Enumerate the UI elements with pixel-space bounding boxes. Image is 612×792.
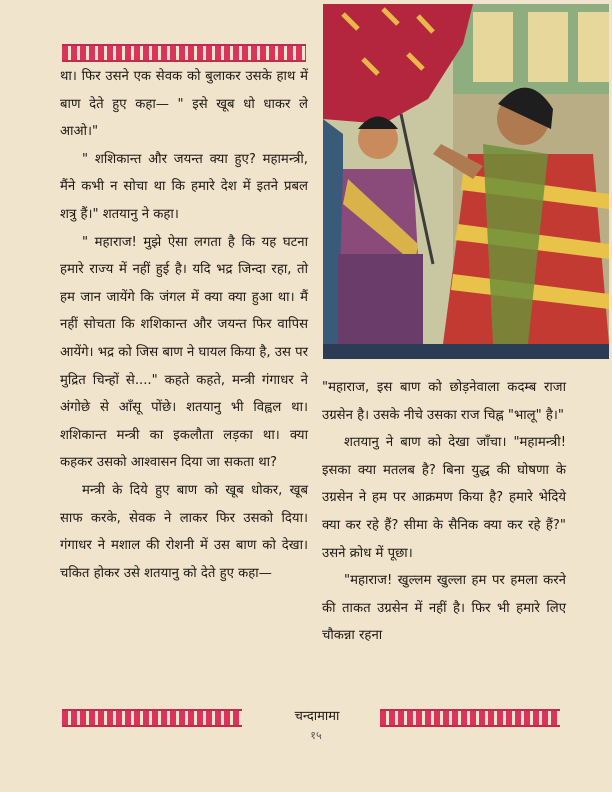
paragraph: " शशिकान्त और जयन्त क्या हुए? महामन्त्री, मैंने कभी न सोचा था कि हमारे देश में इतने प्रबल शत्रु हैं।" शतयानु ने कहा। [60,151,308,222]
illustration-scene [323,4,609,359]
story-illustration [323,4,609,359]
paragraph: "महाराज! खुल्लम खुल्ला हम पर हमला करने की ताकत उग्रसेन में नहीं है। फिर भी हमारे लिए चौकन्ना रहना [322,573,566,644]
paragraph: "महाराज, इस बाण को छोड़नेवाला कदम्ब राजा उग्रसेन है। उसके नीचे उसका राज चिह्न "भालू" है।" [322,380,566,423]
decorative-border-top [62,44,306,62]
paragraph: शतयानु ने बाण को देखा जाँचा। "महामन्त्री! इसका क्या मतलब है? बिना युद्ध की घोषणा के उग्रसेन ने हम पर आक्रमण किया है? हमारे भेदिये क्या कर रहे हैं? सीमा के सैनिक क्या कर रहे हैं?" उसने क्रोध में पूछा। [322,435,566,561]
magazine-title: चन्दामामा [294,709,340,724]
paragraph: " महाराज! मुझे ऐसा लगता है कि यह घटना हमारे राज्य में नहीं हुई है। यदि भद्र जिन्दा रहा, तो हम जान जायेंगे कि जंगल में क्या क्या हुआ था। मैं नहीं सोचता कि शशिकान्त और जयन्त फिर वापिस आयेंगे। भद्र को जिस बाण ने घायल किया है, उस पर मुद्रित चिन्हों से...." कहते कहते, मन्त्री गंगाधर ने अंगोछे से आँसू पोंछे। शतयानु भी विह्वल था। शशिकान्त मन्त्री का इकलौता लड़का था। क्या कहकर उसको आश्वासन दिया जा सकता था? [60,234,308,471]
paragraph: था। फिर उसने एक सेवक को बुलाकर उसके हाथ में बाण देते हुए कहा— " इसे खूब धो धाकर ले आओ।" [60,69,308,140]
left-text-column [60,63,308,587]
right-text-column [322,374,566,650]
decorative-border-bottom-right [380,709,560,727]
decorative-border-bottom-left [62,709,242,727]
page-number: १५ [310,729,322,742]
paragraph: मन्त्री के दिये हुए बाण को खूब धोकर, खूब साफ करके, सेवक ने लाकर फिर उसको दिया। गंगाधर ने मशाल की रोशनी में उस बाण को देखा। चकित होकर उसे शतयानु को देते हुए कहा— [60,482,308,581]
